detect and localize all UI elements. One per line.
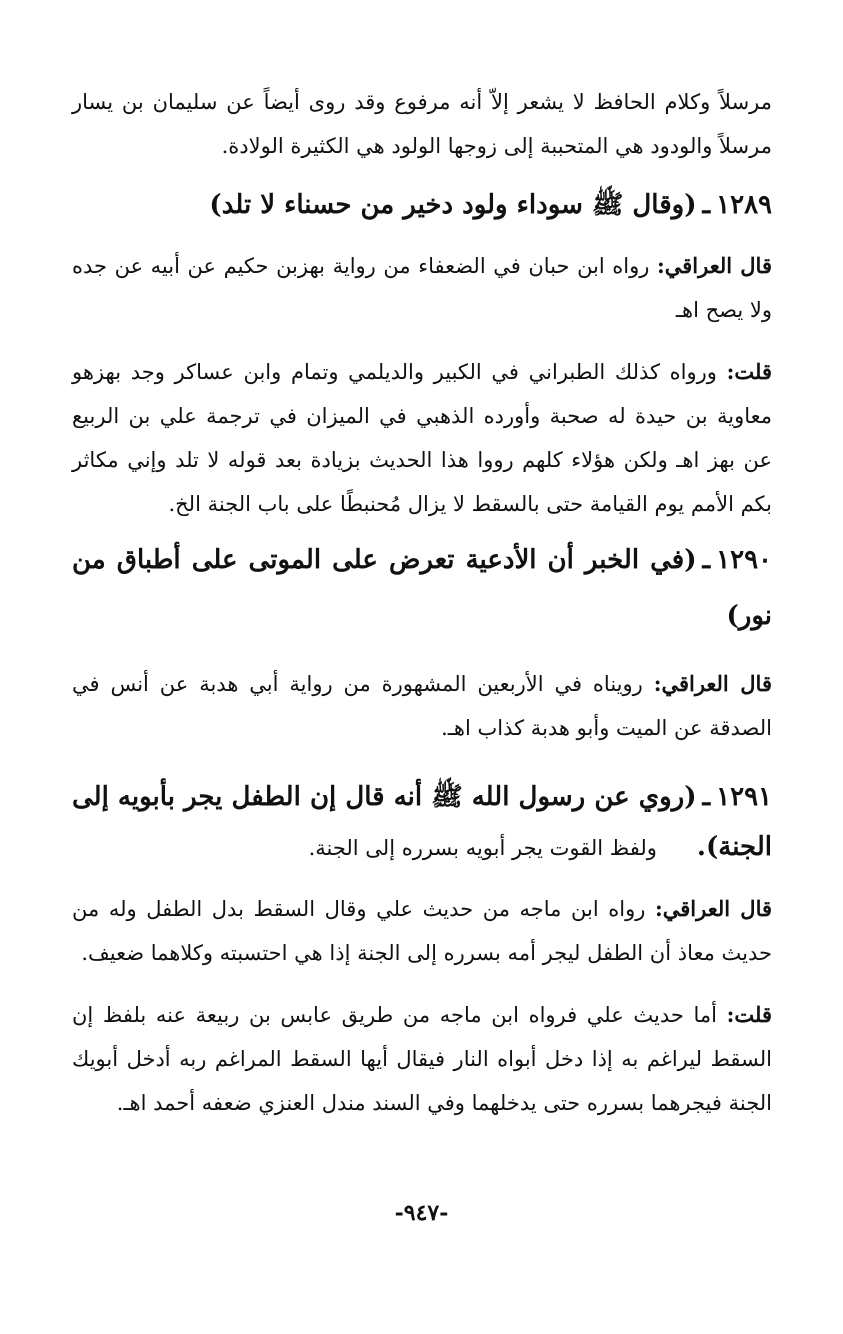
page-body [72,80,772,1125]
iraqi-commentary-1289 [72,244,772,332]
iraqi-commentary-1291 [72,887,772,975]
hadith-dash: ـ [702,190,711,220]
commentary-text: رويناه في الأربعين المشهورة من رواية أبي هدبة عن أنس في الصدقة عن الميت وأبو هدبة كذاب اهـ. [72,672,772,740]
commentary-text: رواه ابن ماجه من حديث علي وقال السقط بدل الطفل وله من حديث معاذ أن الطفل ليجر أمه بسرره إلى الجنة إذا هي احتسبته وكلاهما ضعيف. [72,897,772,965]
commentary-label: قال العراقي: [655,896,773,921]
hadith-dash: ـ [702,782,711,812]
intro-paragraph: مرسلاً وكلام الحافظ لا يشعر إلاّ أنه مرفوع وقد روى أيضاً عن سليمان بن يسار مرسلاً والودود هي المتحببة إلى زوجها الولود هي الكثيرة الولادة. [72,90,772,158]
page-number: -٩٤٧- [394,1200,449,1226]
qultu-commentary-1291 [72,993,772,1125]
qultu-commentary-1289 [72,350,772,526]
commentary-text: أما حديث علي فرواه ابن ماجه من طريق عابس بن ربيعة عنه بلفظ إن السقط ليراغم به إذا دخل أبواه النار فيقال أيها السقط المراغم ربه أدخل أبويك الجنة فيجرهما بسرره حتى يدخلهما وفي السند مندل العنزي ضعفه أحمد اهـ. [72,1003,772,1115]
hadith-text: (في الخبر أن الأدعية تعرض على الموتى على أطباق من نور) [72,545,772,631]
commentary-label: قال العراقي: [657,253,772,278]
iraqi-commentary-1290 [72,662,772,750]
hadith-text: (روي عن رسول الله ﷺ أنه قال إن الطفل يجر بأبويه إلى الجنة). [72,782,772,862]
hadith-number: ١٢٨٩ [716,190,772,220]
commentary-label: قلت: [726,1002,772,1027]
commentary-label: قال العراقي: [653,671,772,696]
commentary-label: قلت: [726,359,772,384]
hadith-heading-1291 [72,772,772,873]
commentary-text: رواه ابن حبان في الضعفاء من رواية بهزبن حكيم عن أبيه عن جده ولا يصح اهـ [72,254,772,322]
qut-wording: ولفظ القوت يجر أبويه بسرره إلى الجنة. [308,836,657,860]
hadith-text: (وقال ﷺ سوداء ولود دخير من حسناء لا تلد) [209,190,697,220]
hadith-dash: ـ [702,545,711,575]
hadith-heading-1289 [72,180,772,230]
hadith-number: ١٢٩٠ [716,545,772,575]
hadith-heading-1290 [72,532,772,644]
hadith-number: ١٢٩١ [716,782,772,812]
commentary-text: ورواه كذلك الطبراني في الكبير والديلمي وتمام وابن عساكر وجد بهزهو معاوية بن حيدة له صحبة وأورده الذهبي في الميزان في ترجمة علي بن الربيع عن بهز اهـ ولكن هؤلاء كلهم رووا هذا الحديث بزيادة بعد قوله لا تلد وإني مكاثر بكم الأمم يوم القيامة حتى بالسقط لا يزال مُحنبطًا على باب الجنة الخ. [72,360,772,516]
